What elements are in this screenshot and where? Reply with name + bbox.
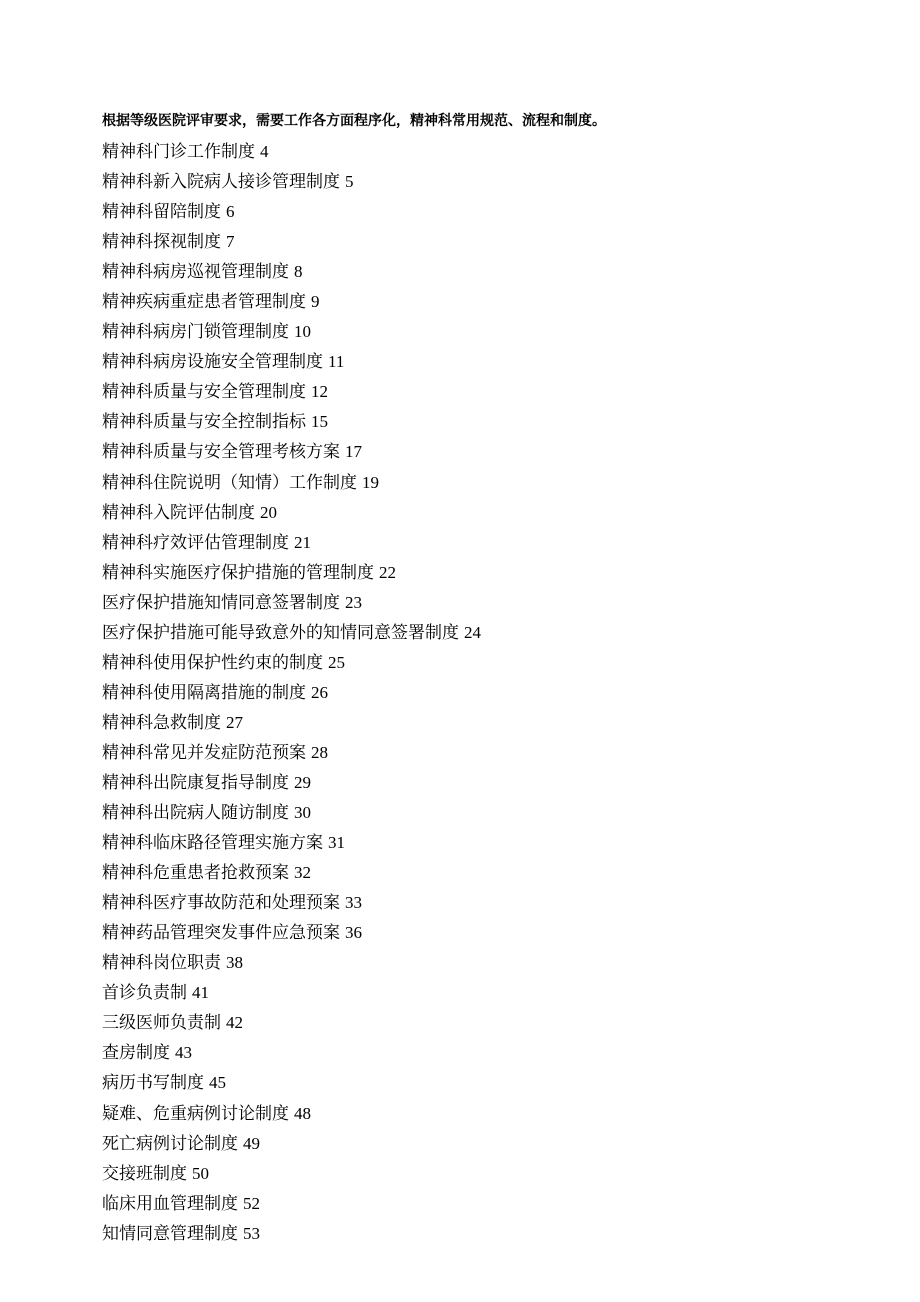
toc-entry-title: 精神药品管理突发事件应急预案 bbox=[102, 923, 340, 944]
toc-entry bbox=[102, 407, 481, 437]
toc-entry-title: 精神科岗位职责 bbox=[102, 953, 221, 974]
toc-entry bbox=[102, 468, 481, 498]
toc-entry bbox=[102, 648, 481, 678]
toc-entry-title: 精神科常见并发症防范预案 bbox=[102, 742, 306, 763]
toc-entry-page-number: 10 bbox=[294, 322, 311, 342]
toc-entry-page-number: 43 bbox=[175, 1043, 192, 1063]
toc-entry-title: 精神科使用隔离措施的制度 bbox=[102, 682, 306, 703]
toc-entry bbox=[102, 287, 481, 317]
toc-entry-title: 三级医师负责制 bbox=[102, 1013, 221, 1034]
toc-entry-page-number: 42 bbox=[226, 1013, 243, 1033]
toc-entry bbox=[102, 257, 481, 287]
toc-entry bbox=[102, 978, 481, 1008]
toc-entry-title: 精神科出院病人随访制度 bbox=[102, 803, 289, 824]
toc-entry-page-number: 15 bbox=[311, 412, 328, 432]
toc-entry bbox=[102, 1008, 481, 1038]
toc-entry bbox=[102, 798, 481, 828]
toc-entry-page-number: 11 bbox=[328, 352, 345, 372]
toc-entry-page-number: 29 bbox=[294, 772, 311, 792]
toc-entry-page-number: 33 bbox=[345, 893, 362, 913]
toc-entry-title: 死亡病例讨论制度 bbox=[102, 1133, 238, 1154]
toc-entry bbox=[102, 948, 481, 978]
toc-entry-title: 医疗保护措施知情同意签署制度 bbox=[102, 592, 340, 613]
toc-entry bbox=[102, 738, 481, 768]
toc-entry-title: 精神科门诊工作制度 bbox=[102, 142, 255, 162]
toc-entry-title: 精神科入院评估制度 bbox=[102, 502, 255, 523]
toc-entry bbox=[102, 678, 481, 708]
toc-entry-page-number: 23 bbox=[345, 592, 362, 612]
toc-entry-page-number: 30 bbox=[294, 803, 311, 823]
toc-entry-title: 知情同意管理制度 bbox=[102, 1223, 238, 1244]
toc-entry-title: 交接班制度 bbox=[102, 1163, 187, 1184]
toc-entry-page-number: 17 bbox=[345, 442, 362, 462]
toc-entry bbox=[102, 377, 481, 407]
toc-entry bbox=[102, 828, 481, 858]
toc-entry bbox=[102, 1038, 481, 1068]
toc-entry bbox=[102, 1219, 481, 1249]
toc-entry-page-number: 36 bbox=[345, 923, 362, 943]
toc-entry-title: 临床用血管理制度 bbox=[102, 1193, 238, 1214]
toc-entry-title: 精神科临床路径管理实施方案 bbox=[102, 833, 323, 854]
toc-entry-title: 疑难、危重病例讨论制度 bbox=[102, 1103, 289, 1124]
toc-entry-page-number: 27 bbox=[226, 712, 243, 732]
toc-entry bbox=[102, 197, 481, 227]
toc-entry-page-number: 20 bbox=[260, 502, 277, 522]
toc-entry-page-number: 7 bbox=[226, 232, 235, 252]
toc-entry-title: 精神科危重患者抢救预案 bbox=[102, 863, 289, 884]
toc-entry-title: 精神科住院说明（知情）工作制度 bbox=[102, 472, 357, 493]
toc-entry-page-number: 12 bbox=[311, 382, 328, 402]
table-of-contents bbox=[102, 137, 481, 1249]
toc-entry-title: 精神科病房门锁管理制度 bbox=[102, 322, 289, 343]
toc-entry-page-number: 8 bbox=[294, 262, 303, 282]
toc-entry-page-number: 45 bbox=[209, 1073, 226, 1093]
toc-entry-page-number: 22 bbox=[379, 562, 396, 582]
toc-entry-page-number: 21 bbox=[294, 532, 311, 552]
toc-entry-title: 查房制度 bbox=[102, 1043, 170, 1064]
toc-entry-title: 精神疾病重症患者管理制度 bbox=[102, 292, 306, 313]
toc-entry-page-number: 19 bbox=[362, 472, 379, 492]
toc-entry-page-number: 49 bbox=[243, 1133, 260, 1153]
toc-entry-title: 精神科质量与安全管理制度 bbox=[102, 382, 306, 403]
toc-entry-title: 精神科病房设施安全管理制度 bbox=[102, 352, 323, 373]
toc-entry bbox=[102, 768, 481, 798]
toc-entry bbox=[102, 1099, 481, 1129]
toc-entry-page-number: 31 bbox=[328, 833, 345, 853]
toc-entry-page-number: 53 bbox=[243, 1223, 260, 1243]
toc-entry-page-number: 52 bbox=[243, 1193, 260, 1213]
toc-entry-page-number: 24 bbox=[464, 622, 481, 642]
toc-entry-page-number: 6 bbox=[226, 202, 235, 222]
toc-entry-page-number: 28 bbox=[311, 742, 328, 762]
toc-entry-title: 精神科急救制度 bbox=[102, 712, 221, 733]
toc-entry-title: 精神科探视制度 bbox=[102, 232, 221, 253]
toc-entry bbox=[102, 528, 481, 558]
toc-entry-title: 精神科新入院病人接诊管理制度 bbox=[102, 172, 340, 193]
toc-entry bbox=[102, 498, 481, 528]
toc-entry bbox=[102, 1159, 481, 1189]
toc-entry bbox=[102, 918, 481, 948]
toc-entry-title: 医疗保护措施可能导致意外的知情同意签署制度 bbox=[102, 622, 459, 643]
toc-entry bbox=[102, 858, 481, 888]
toc-entry bbox=[102, 1189, 481, 1219]
toc-entry bbox=[102, 618, 481, 648]
toc-entry bbox=[102, 437, 481, 467]
toc-entry-page-number: 41 bbox=[192, 983, 209, 1003]
toc-entry-page-number: 38 bbox=[226, 953, 243, 973]
toc-entry bbox=[102, 558, 481, 588]
toc-entry bbox=[102, 227, 481, 257]
toc-entry-title: 首诊负责制 bbox=[102, 983, 187, 1004]
toc-entry-page-number: 48 bbox=[294, 1103, 311, 1123]
toc-entry-title: 精神科使用保护性约束的制度 bbox=[102, 652, 323, 673]
toc-entry-title: 精神科质量与安全管理考核方案 bbox=[102, 442, 340, 463]
toc-entry-page-number: 4 bbox=[260, 142, 269, 161]
toc-entry-title: 精神科出院康复指导制度 bbox=[102, 772, 289, 793]
toc-entry-page-number: 50 bbox=[192, 1163, 209, 1183]
toc-entry-title: 精神科质量与安全控制指标 bbox=[102, 412, 306, 433]
toc-entry bbox=[102, 317, 481, 347]
toc-entry-title: 精神科实施医疗保护措施的管理制度 bbox=[102, 562, 374, 583]
toc-entry-page-number: 26 bbox=[311, 682, 328, 702]
toc-entry bbox=[102, 888, 481, 918]
toc-entry-title: 精神科留陪制度 bbox=[102, 202, 221, 223]
toc-entry-page-number: 32 bbox=[294, 863, 311, 883]
toc-entry-title: 精神科医疗事故防范和处理预案 bbox=[102, 893, 340, 914]
toc-entry bbox=[102, 1068, 481, 1098]
toc-entry-page-number: 25 bbox=[328, 652, 345, 672]
toc-entry bbox=[102, 137, 481, 167]
toc-entry-title: 病历书写制度 bbox=[102, 1073, 204, 1094]
toc-entry-page-number: 9 bbox=[311, 292, 320, 312]
toc-entry bbox=[102, 167, 481, 197]
toc-entry bbox=[102, 708, 481, 738]
toc-entry bbox=[102, 347, 481, 377]
toc-entry bbox=[102, 1129, 481, 1159]
toc-entry-title: 精神科病房巡视管理制度 bbox=[102, 262, 289, 283]
toc-entry-page-number: 5 bbox=[345, 172, 354, 192]
intro-heading: 根据等级医院评审要求，需要工作各方面程序化，精神科常用规范、流程和制度。 bbox=[102, 113, 606, 129]
toc-entry-title: 精神科疗效评估管理制度 bbox=[102, 532, 289, 553]
toc-entry bbox=[102, 588, 481, 618]
